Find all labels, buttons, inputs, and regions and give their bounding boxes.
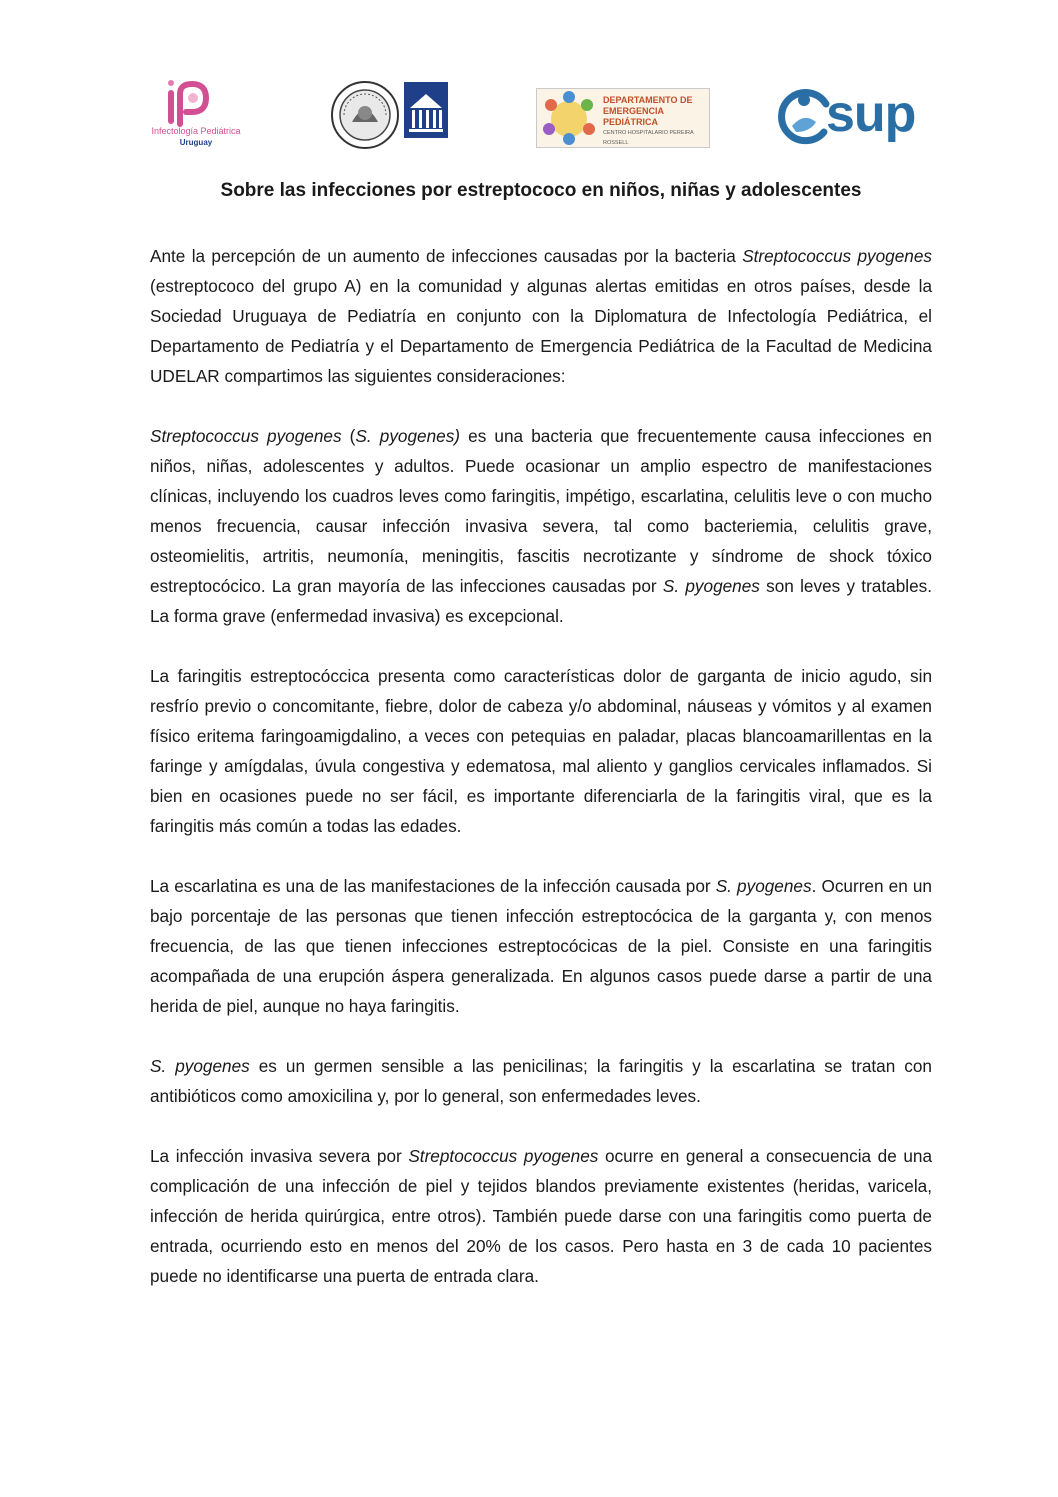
p2-text-b: ( (341, 426, 356, 446)
p2-text-f: son leves y tratables. La forma grave (enfermedad invasiva) es excepcional. (150, 576, 932, 626)
university-building-icon (404, 82, 448, 138)
logo1-text-line1: Infectología Pediátrica (151, 126, 241, 136)
logo4-line3: CENTRO HOSPITALARIO PEREIRA ROSSELL (603, 130, 694, 146)
document-body (150, 241, 932, 1321)
university-building-logo (404, 82, 448, 138)
paragraph-3: La faringitis estreptocóccica presenta como características dolor de garganta de inicio agudo, sin resfrío previo o concomitante, fiebre, dolor de cabeza y/o abdominal, náuseas y vómitos y al examen físico eritema faringoamigdalino, a veces con petequias en paladar, placas blancoamarillentas en la faringe y amígdalas, úvula congestiva y edematosa, mal aliento y ganglios cervicales inflamados. Si bien en ocasiones puede no ser fácil, es importante diferenciarla de la faringitis viral, que es la faringitis más común a todas las edades. (150, 666, 932, 836)
p6-text-c: ocurre en general a consecuencia de una complicación de una infección de piel y tejidos blandos previamente existentes (heridas, varicela, infección de herida quirúrgica, entre otros). También puede darse con una faringitis como puerta de entrada, ocurriendo esto en menos del 20% de los casos. Pero hasta en 3 de cada 10 pacientes puede no identificarse una puerta de entrada clara. (150, 1146, 933, 1286)
p2-text-d: es una bacteria que frecuentemente causa infecciones en niños, niñas, adolescentes y adultos. Puede ocasionar un amplio espectro de manifestaciones clínicas, incluyendo los cuadros leves como faringitis, impétigo, escarlatina, celulitis leve o con mucho menos frecuencia, causar infección invasiva severa, tal como bacteriemia, celulitis grave, osteomielitis, artritis, neumonía, meningitis, fascitis necrotizante y síndrome de shock tóxico estreptocócico. La gran mayoría de las infecciones causadas por (150, 426, 932, 596)
logo4-line1: DEPARTAMENTO DE (603, 95, 693, 105)
p2-italic-a: Streptococcus pyogenes (150, 426, 342, 446)
p5-italic-a: S. pyogenes (150, 1056, 250, 1076)
document-title: Sobre las infecciones por estreptococo en niños, niñas y adolescentes (220, 180, 862, 201)
children-circle-icon (539, 89, 601, 147)
header-logos (0, 76, 1058, 156)
p2-italic-e: S. pyogenes (662, 576, 760, 596)
p5-text-b: es un germen sensible a las penicilinas; la faringitis y la escarlatina se tratan con antibióticos como amoxicilina y, por lo general, son enfermedades leves. (150, 1056, 932, 1106)
paragraph-6 (150, 1141, 932, 1291)
p4-text-a: La escarlatina es una de las manifestaciones de la infección causada por (150, 876, 716, 896)
p1-text-a: Ante la percepción de un aumento de infecciones causadas por la bacteria (150, 246, 743, 266)
paragraph-2 (150, 421, 932, 631)
facultad-medicina-seal (330, 80, 400, 150)
paragraph-4 (150, 871, 932, 1021)
logo4-line2: EMERGENCIA PEDIÁTRICA (603, 106, 664, 127)
paragraph-1 (150, 241, 932, 391)
p6-italic-b: Streptococcus pyogenes (408, 1146, 599, 1166)
p4-text-c: . Ocurren en un bajo porcentaje de las personas que tienen infección estreptocócica de la garganta y, con menos frecuencia, de las que tienen infecciones estreptocócicas de la piel. Consiste en una faringitis acompañada de una erupción áspera generalizada. En algunos casos puede darse a partir de una herida de piel, aunque no haya faringitis. (150, 876, 932, 1016)
p2-italic-c: S. pyogenes) (355, 426, 461, 446)
sup-logo-text: sup (826, 85, 916, 143)
emergencia-pediatrica-logo (536, 88, 710, 148)
sup-mother-child-icon (774, 86, 834, 146)
paragraph-5 (150, 1051, 932, 1111)
sup-logo (774, 84, 934, 148)
logo1-text-line2: Uruguay (179, 138, 213, 147)
p6-text-a: La infección invasiva severa por (150, 1146, 409, 1166)
p4-italic-b: S. pyogenes (715, 876, 812, 896)
infectologia-pediatrica-logo (150, 76, 250, 156)
p1-text-c: (estreptococo del grupo A) en la comunidad y algunas alertas emitidas en otros países, desde la Sociedad Uruguaya de Pediatría en conjunto con la Diplomatura de Infectología Pediátrica, el Departamento de Pediatría y el Departamento de Emergencia Pediátrica de la Facultad de Medicina UDELAR compartimos las siguientes consideraciones: (150, 276, 932, 386)
p1-italic-b: Streptococcus pyogenes (742, 246, 932, 266)
seal-icon (330, 80, 400, 150)
